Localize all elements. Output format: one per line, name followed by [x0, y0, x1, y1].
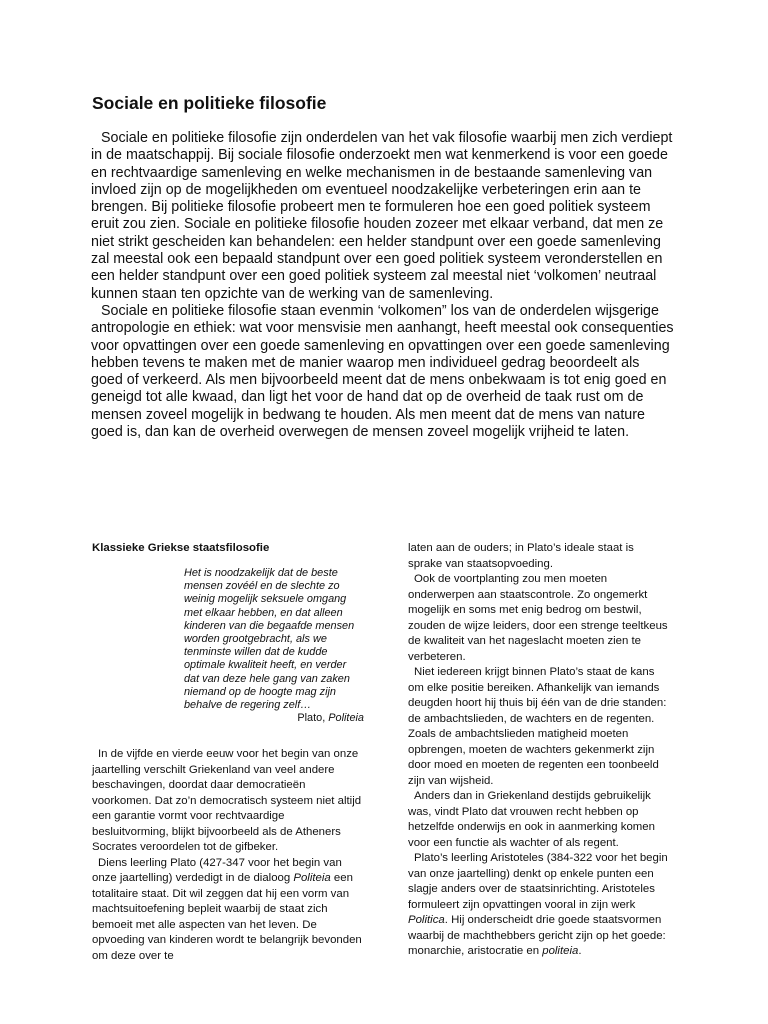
- section-heading: Klassieke Griekse staatsfilosofie: [92, 542, 270, 554]
- right-column: [408, 541, 668, 960]
- citation-work: Politeia: [328, 712, 364, 725]
- left-column: [92, 541, 364, 964]
- intro-paragraph: Sociale en politieke filosofie staan evenmin ‘volkomen” los van de onderdelen wijsgerige antropologie en ethiek: wat voor mensvisie men aanhangt, heeft meestal ook consequenties voor opvattingen over een goede samenleving en opvattingen over een goede samenleving hebben tevens te maken met de manier waarop men individueel gedrag beoordeelt als goed of verkeerd. Als men bijvoorbeeld meent dat de mens onbekwaam is tot enig goed en geneigd tot alle kwaad, dan ligt het voor de hand dat op de overheid de taak rust om de mensen zoveel mogelijk in bedwang te houden. Als men meent dat de mens van nature goed is, dan kan de overheid overwegen de mensen zoveel mogelijk vrijheid te laten.: [91, 302, 674, 441]
- quote-citation: [92, 712, 364, 725]
- body-paragraph: Plato’s leerling Aristoteles (384-322 voor het begin van onze jaartelling) denkt op enkele punten een slagje anders over de staatsinrichting. Aristoteles formuleert zijn opvattingen vooral in zijn werk Politica. Hij onderscheidt drie goede staatsvormen waarbij de machthebbers gericht zijn op het goede: monarchie, aristocratie en politeia.: [408, 852, 668, 957]
- epigraph-quote: Het is noodzakelijk dat de beste mensen zovéél en de slechte zo weinig mogelijk seksuele omgang met elkaar hebben, en dat alleen kinderen van die begaafde mensen worden grootgebracht, als we tenminste willen dat de kudde optimale kwaliteit heeft, en verder dat van deze hele gang van zaken niemand op de hoogte mag zijn behalve de regering zelf…: [184, 567, 355, 712]
- body-paragraph: laten aan de ouders; in Plato’s ideale staat is sprake van staatsopvoeding.: [408, 542, 634, 570]
- intro-paragraph: Sociale en politieke filosofie zijn onderdelen van het vak filosofie waarbij men zich verdiept in de maatschappij. Bij sociale filosofie onderzoekt men wat kenmerkend is voor een goede en rechtvaardige samenleving en welke mechanismen in de bestaande samenleving van invloed zijn op de mogelijkheden om eventueel noodzakelijke verbeteringen erin aan te brengen. Bij politieke filosofie probeert men te formuleren hoe een goed politiek systeem eruit zou zien. Sociale en politieke filosofie houden zozeer met elkaar verband, dat men ze niet strikt gescheiden kan behandelen: een helder standpunt over een goede samenleving zal meestal ook een bepaald standpunt over een goed politiek systeem veronderstellen en een helder standpunt over een goed politiek systeem zal meestal niet ‘volkomen’ neutraal kunnen staan ten opzichte van de werking van de samenleving.: [91, 130, 673, 302]
- page-title: Sociale en politieke filosofie: [92, 93, 327, 113]
- body-paragraph: Ook de voortplanting zou men moeten onderwerpen aan staatscontrole. Zo ongemerkt mogelijk en soms met enig bedrog om bestwil, zouden de wijze leiders, door een strenge teeltkeus de kwaliteit van het nageslacht moeten zien te verbeteren.: [408, 573, 668, 663]
- body-paragraph: Diens leerling Plato (427-347 voor het begin van onze jaartelling) verdedigt in de dialoog Politeia een totalitaire staat. Dit wil zeggen dat hij een vorm van machtsuitoefening bepleit waarbij de staat zich bemoeit met alle aspecten van het leven. De opvoeding van kinderen wordt te belangrijk bevonden om deze over te: [92, 856, 362, 962]
- body-paragraph: Niet iedereen krijgt binnen Plato’s staat de kans om elke positie bereiken. Afhankelijk van iemands deugden hoort hij thuis bij één van de drie standen: de ambachtslieden, de wachters en de regenten. Zoals de ambachtslieden matigheid moeten opbrengen, moeten de wachters gekenmerkt zijn door moed en moeten de regenten een toonbeeld zijn van wijsheid.: [408, 666, 667, 787]
- intro-text: [91, 130, 675, 441]
- body-paragraph: In de vijfde en vierde eeuw voor het begin van onze jaartelling verschilt Griekenland van veel andere beschavingen, doordat daar democratieën voorkomen. Dat zo’n democratisch systeem niet altijd een garantie vormt voor rechtvaardige besluitvorming, blijkt bijvoorbeeld als de Atheners Socrates veroordelen tot de gifbeker.: [92, 748, 362, 854]
- citation-author: Plato,: [297, 712, 326, 725]
- body-paragraph: Anders dan in Griekenland destijds gebruikelijk was, vindt Plato dat vrouwen recht hebben op hetzelfde onderwijs en ook in aanmerking komen voor een functie als wachter of als regent.: [408, 790, 655, 849]
